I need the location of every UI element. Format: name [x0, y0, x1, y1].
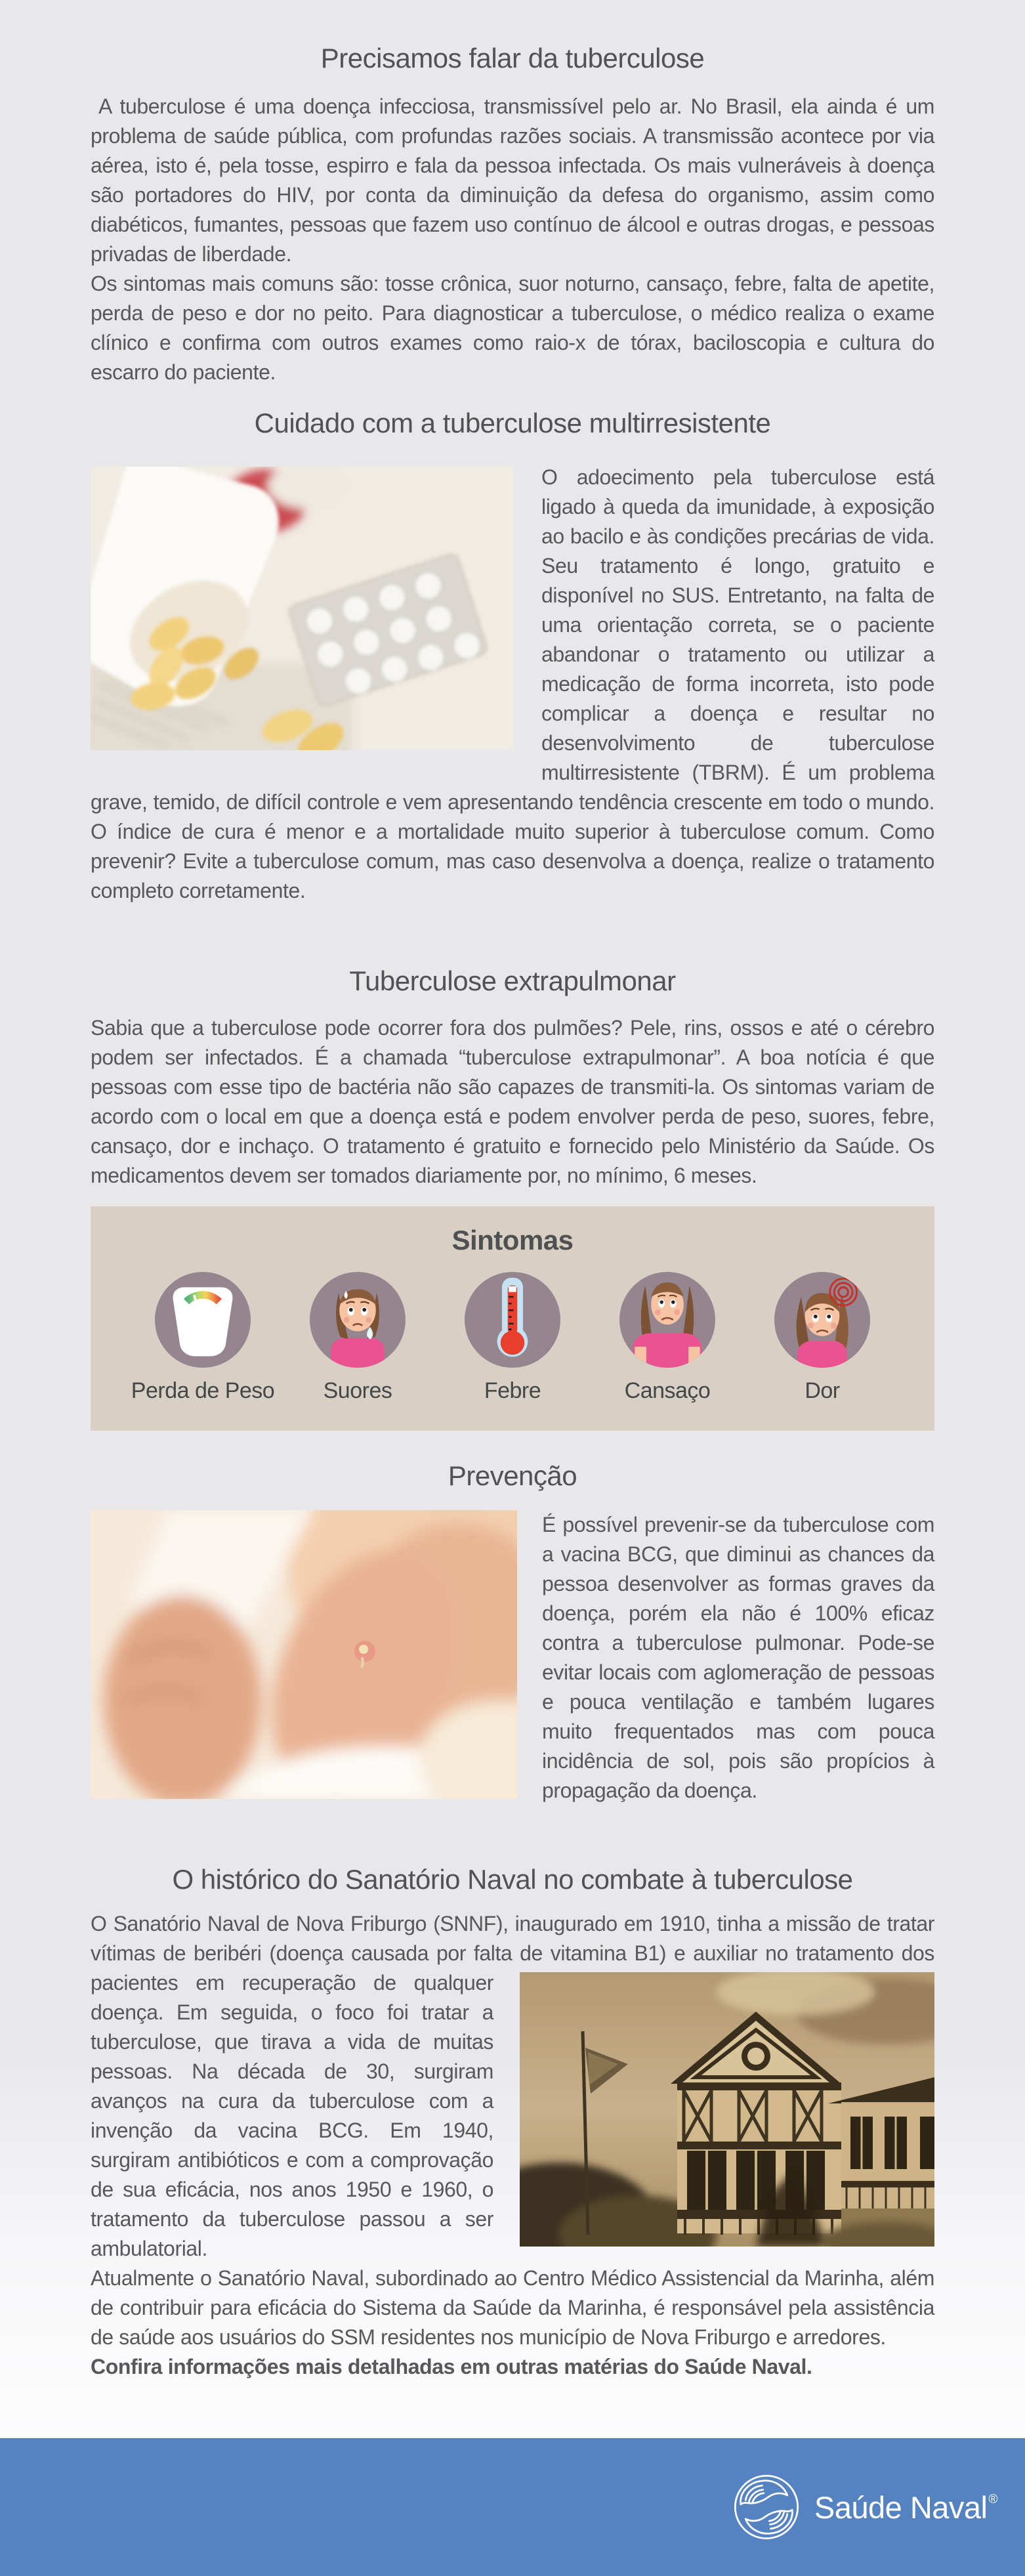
- section-heading-multirresistente: Cuidado com a tuberculose multirresistente: [254, 408, 771, 439]
- historico-section: [91, 1968, 934, 2264]
- brand-text: Saúde Naval: [814, 2489, 988, 2525]
- intro-paragraph-1: A tuberculose é uma doença infecciosa, transmissível pelo ar. No Brasil, ela ainda é um problema de saúde pública, com profundas razões sociais. A transmissão acontece por via aérea, isto é, pela tosse, espirro e fala da pessoa infectada. Os mais vulneráveis à doença são portadores do HIV, por conta da diminuição da defesa do organismo, assim como diabéticos, fumantes, pessoas que fazem uso contínuo de álcool e outras drogas, e pessoas privadas de liberdade.: [91, 95, 934, 266]
- symptom-label: Dor: [805, 1378, 840, 1404]
- symptom-label: Cansaço: [624, 1378, 711, 1404]
- extrapulmonar-text: Sabia que a tuberculose pode ocorrer fora dos pulmões? Pele, rins, ossos e até o cérebro podem ser infectados. É a chamada “tuberculose extrapulmonar”. A boa notícia é que pessoas com esse tipo de bactéria não são capazes de transmiti-la. Os sintomas variam de acordo com o local em que a doença está e podem envolver perda de peso, suores, febre, cansaço, dor e inchaço. O tratamento é gratuito e fornecido pelo Ministério da Saúde. Os medicamentos devem ser tomados diariamente por, no mínimo, 6 meses.: [91, 1016, 934, 1188]
- prevencao-section: [91, 1510, 934, 1805]
- thermometer-icon: [465, 1272, 560, 1368]
- hands-circle-logo: [732, 2472, 801, 2542]
- multirresistente-text: O adoecimento pela tuberculose está ligado à queda da imunidade, à exposição ao bacilo e às condições precárias de vida. Seu tratamento é longo, gratuito e disponível no SUS. Entretanto, na falta de uma orientação correta, se o paciente abandonar o tratamento ou utilizar a medicação de forma incorreta, isto pode complicar a doença e resultar no desenvolvimento de tuberculose multirresistente (TBRM). É um problema grave, temido, de difícil controle e vem apresentando tendência crescente em todo o mundo. O índice de cura é menor e a mortalidade muito superior à tuberculose comum. Como prevenir? Evite a tuberculose comum, mas caso desenvolva a doença, realize o tratamento completo corretamente.: [91, 465, 934, 902]
- symptom-label: Suores: [323, 1378, 392, 1404]
- symptom-suores: [289, 1272, 427, 1406]
- brand-wordmark: [814, 2489, 997, 2525]
- sanatorium-photo: [520, 1972, 934, 2247]
- symptom-cansaco: [598, 1272, 736, 1406]
- symptoms-title: Sintomas: [451, 1225, 574, 1256]
- historico-body: pacientes em recuperação de qualquer doença. Em seguida, o foco foi tratar a tuberculose, que tirava a vida de muitas pessoas. Na década de 30, surgiram avanços na cura da tuberculose com a invenção da vacina BCG. Em 1940, surgiram antibióticos e com a comprovação de sua eficácia, nos anos 1950 e 1960, o tratamento da tuberculose passou a ser ambulatorial.: [91, 1970, 493, 2260]
- historico-closing: Atualmente o Sanatório Naval, subordinado ao Centro Médico Assistencial da Marinha, além de contribuir para eficácia do Sistema da Saúde da Marinha, é responsável pela assistência de saúde aos usuários do SSM residentes nos município de Nova Friburgo e arredores.: [91, 2266, 934, 2349]
- symptom-label: Perda de Peso: [131, 1378, 275, 1404]
- prevencao-text: É possível prevenir-se da tuberculose com a vacina BCG, que diminui as chances da pessoa desenvolver as formas graves da doença, porém ela não é 100% eficaz contra a tuberculose pulmonar. Pode-se evitar locais com aglomeração de pessoas e pouca ventilação e também lugares muito frequentados mas com pouca incidência de sol, pois são propícios à propagação da doença.: [542, 1512, 934, 1802]
- symptoms-icons-row: [119, 1272, 906, 1406]
- sweating-girl-icon: [310, 1272, 406, 1368]
- section-heading-prevencao: Prevenção: [448, 1460, 577, 1492]
- baby-photo: [91, 1510, 517, 1799]
- symptoms-box: [91, 1206, 934, 1431]
- footer: [0, 2438, 1025, 2576]
- intro-paragraph-2: Os sintomas mais comuns são: tosse crônica, suor noturno, cansaço, febre, falta de apetite, perda de peso e dor no peito. Para diagnosticar a tuberculose, o médico realiza o exame clínico e confirma com outros exames como raio-x de tórax, baciloscopia e cultura do escarro do paciente.: [91, 272, 934, 385]
- symptom-dor: [753, 1272, 891, 1406]
- multirresistente-section: [91, 463, 934, 906]
- tired-girl-icon: [619, 1272, 715, 1368]
- headache-girl-icon: [774, 1272, 870, 1368]
- symptom-label: Febre: [484, 1378, 541, 1404]
- symptom-febre: [444, 1272, 581, 1406]
- page-title: Precisamos falar da tuberculose: [320, 43, 705, 74]
- symptom-perda-de-peso: [131, 1272, 275, 1406]
- section-heading-extrapulmonar: Tuberculose extrapulmonar: [349, 965, 676, 996]
- cta-text: Confira informações mais detalhadas em outras matérias do Saúde Naval.: [91, 2354, 812, 2378]
- section-heading-historico: O histórico do Sanatório Naval no combate à tuberculose: [172, 1863, 853, 1895]
- pills-photo: [91, 467, 514, 750]
- registered-mark: ®: [988, 2492, 997, 2506]
- historico-intro: O Sanatório Naval de Nova Friburgo (SNNF), inaugurado em 1910, tinha a missão de tratar vítimas de beribéri (doença causada por falta de vitamina B1) e auxiliar no tratamento dos: [91, 1911, 934, 1965]
- weight-scale-icon: [155, 1272, 251, 1368]
